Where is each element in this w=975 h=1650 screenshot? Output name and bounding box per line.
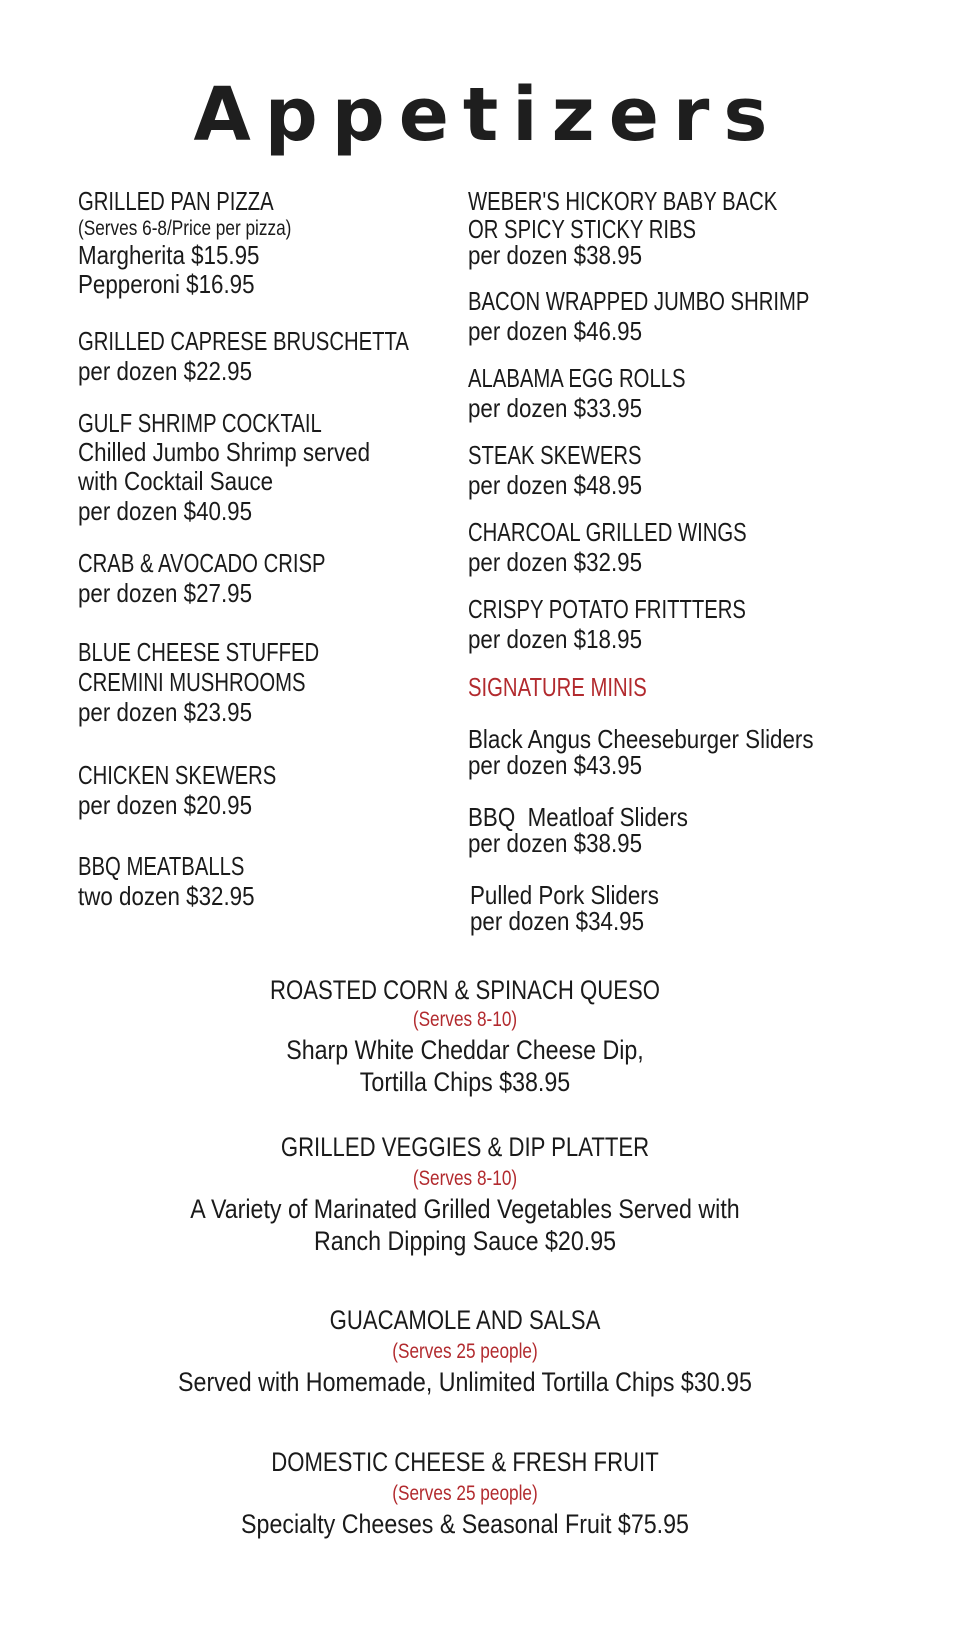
item-name: ROASTED CORN & SPINACH QUESO (270, 975, 660, 1005)
item-price: per dozen $40.95 (78, 496, 253, 526)
menu-item-gulf-shrimp-cocktail (78, 408, 418, 526)
item-price: per dozen $22.95 (78, 356, 253, 386)
item-price: Tortilla Chips $38.95 (359, 1067, 571, 1097)
item-price: two dozen $32.95 (78, 881, 255, 911)
menu-item-bacon-shrimp (468, 286, 906, 346)
item-price: per dozen $48.95 (468, 470, 643, 500)
menu-item-cheese-fruit (0, 1446, 930, 1540)
item-name: GRILLED PAN PIZZA (78, 186, 274, 216)
item-name: GRILLED VEGGIES & DIP PLATTER (280, 1132, 650, 1162)
menu-item-ribs (468, 186, 865, 268)
item-name: OR SPICY STICKY RIBS (468, 214, 697, 244)
item-serving-note: (Serves 25 people) (392, 1482, 538, 1505)
menu-item-grilled-pan-pizza (78, 186, 338, 299)
item-name: GUACAMOLE AND SALSA (329, 1305, 601, 1335)
item-price: per dozen $32.95 (468, 547, 643, 577)
item-name: BBQ MEATBALLS (78, 851, 245, 881)
section-heading: SIGNATURE MINIS (468, 672, 647, 702)
menu-item-egg-rolls (468, 363, 747, 423)
item-name: STEAK SKEWERS (468, 440, 642, 470)
menu-item-veggies-dip-platter (0, 1131, 930, 1257)
item-serving-note: (Serves 8-10) (412, 1167, 518, 1190)
menu-item-corn-spinach-queso (0, 974, 930, 1098)
item-serving-note: (Serves 8-10) (412, 1008, 518, 1031)
item-price: per dozen $38.95 (468, 240, 643, 270)
item-description: Chilled Jumbo Shrimp served (78, 437, 371, 467)
menu-item-bbq-meatballs (78, 851, 291, 911)
item-name: ALABAMA EGG ROLLS (468, 363, 686, 393)
menu-item-potato-fritters (468, 594, 824, 654)
item-name: CHICKEN SKEWERS (78, 760, 277, 790)
item-price: per dozen $33.95 (468, 393, 643, 423)
section-heading-signature-minis (468, 672, 697, 702)
item-price: per dozen $20.95 (78, 790, 253, 820)
item-name: CHARCOAL GRILLED WINGS (468, 517, 747, 547)
menu-item-wings (468, 517, 825, 577)
item-price: per dozen $23.95 (78, 697, 253, 727)
menu-item-chicken-skewers (78, 760, 332, 820)
menu-item-cheeseburger-sliders (468, 726, 870, 778)
item-price: per dozen $34.95 (470, 906, 645, 936)
menu-item-guacamole-salsa (0, 1304, 930, 1398)
item-name: BLUE CHEESE STUFFED (78, 637, 320, 667)
item-name: DOMESTIC CHEESE & FRESH FRUIT (271, 1447, 659, 1477)
item-description: Sharp White Cheddar Cheese Dip, (286, 1035, 644, 1065)
item-name: GULF SHRIMP COCKTAIL (78, 408, 322, 438)
item-name: CREMINI MUSHROOMS (78, 667, 306, 697)
item-price: per dozen $38.95 (468, 828, 643, 858)
item-name: WEBER'S HICKORY BABY BACK (468, 186, 778, 216)
item-price: per dozen $43.95 (468, 750, 643, 780)
menu-item-steak-skewers (468, 440, 691, 500)
menu-item-caprese-bruschetta (78, 326, 502, 386)
item-name: BBQ Meatloaf Sliders (468, 802, 688, 832)
item-description: Specialty Cheeses & Seasonal Fruit $75.95 (241, 1509, 689, 1539)
item-description: A Variety of Marinated Grilled Vegetables Served with (190, 1194, 740, 1224)
page-title: Appetizers (193, 72, 782, 158)
item-serving-note: (Serves 6-8/Price per pizza) (78, 217, 292, 240)
menu-item-blue-cheese-mushrooms (78, 637, 387, 727)
item-name: Black Angus Cheeseburger Sliders (468, 724, 814, 754)
item-price: per dozen $46.95 (468, 316, 643, 346)
item-price: Ranch Dipping Sauce $20.95 (313, 1226, 617, 1256)
item-description: Served with Homemade, Unlimited Tortilla Chips $30.95 (178, 1367, 752, 1397)
item-serving-note: (Serves 25 people) (392, 1340, 538, 1363)
menu-item-pulled-pork-sliders (470, 882, 690, 934)
item-description: with Cocktail Sauce (78, 466, 274, 496)
menu-item-crab-avocado-crisp (78, 548, 395, 608)
item-name: GRILLED CAPRESE BRUSCHETTA (78, 326, 409, 356)
item-price-line: Pepperoni $16.95 (78, 269, 255, 299)
item-name: Pulled Pork Sliders (470, 880, 659, 910)
item-price: per dozen $18.95 (468, 624, 643, 654)
item-name: BACON WRAPPED JUMBO SHRIMP (468, 286, 810, 316)
item-price: per dozen $27.95 (78, 578, 253, 608)
item-name: CRAB & AVOCADO CRISP (78, 548, 326, 578)
item-name: CRISPY POTATO FRITTTERS (468, 594, 746, 624)
item-price-line: Margherita $15.95 (78, 240, 260, 270)
menu-item-meatloaf-sliders (468, 804, 724, 856)
